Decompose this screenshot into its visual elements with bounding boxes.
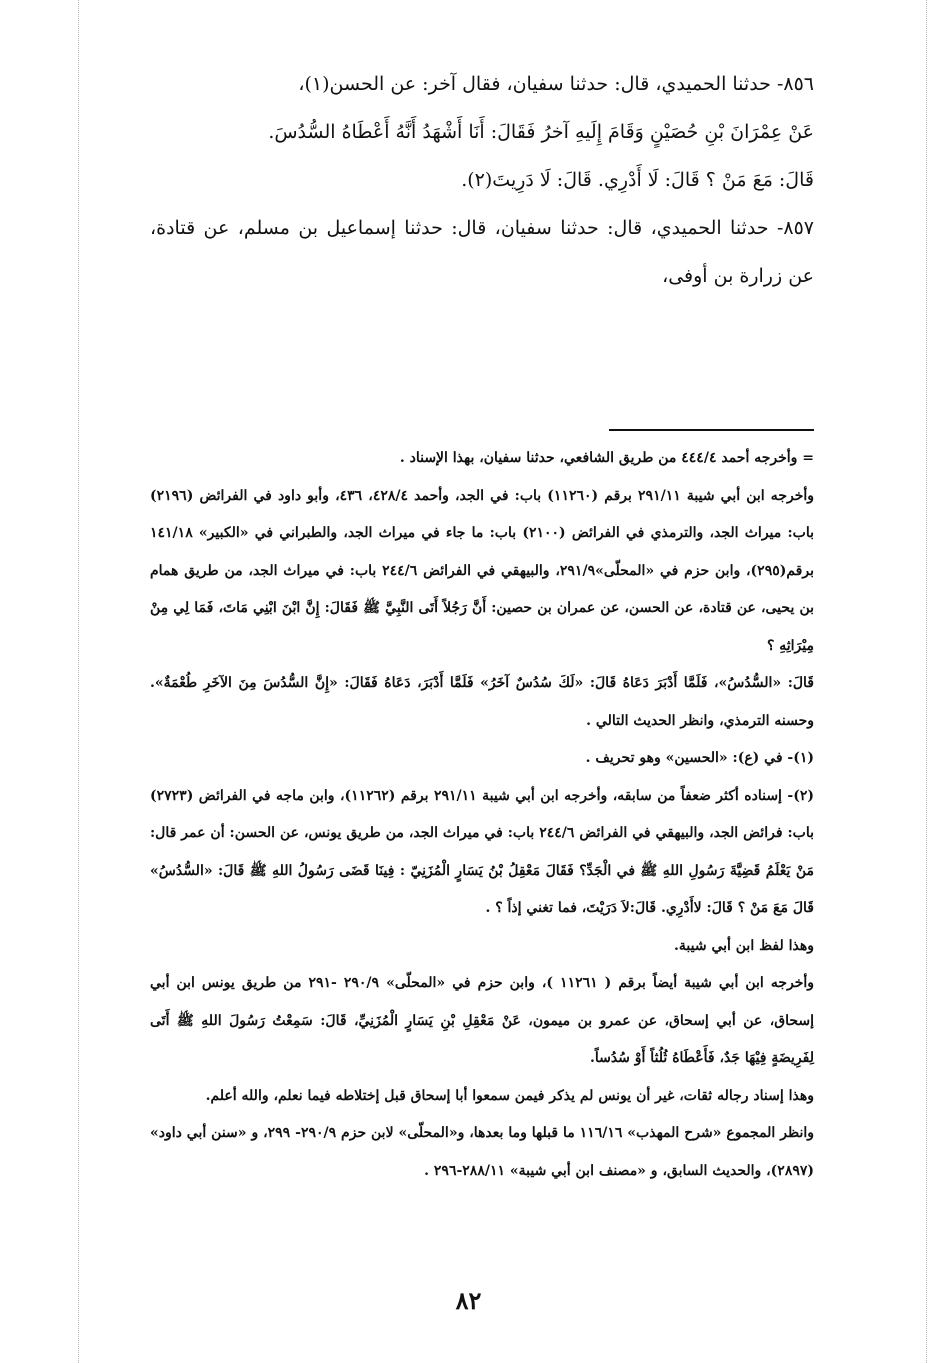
footnotes: [150, 440, 814, 1190]
page-content: [150, 60, 815, 1179]
scan-edge-right: [926, 0, 927, 1363]
hadith-856-line-1: ٨٥٦- حدثنا الحميدي، قال: حدثنا سفيان، فقال آخر: عن الحسن(١)،: [298, 73, 814, 95]
footnote-takhrij-cont: قَالَ: «السُّدُسُ»، فَلَمَّا أَدْبَرَ دَعَاهُ قَالَ: «لَكَ سُدُسٌ آخَرُ» فَلَمَّا أَدْبَرَ، دَعَاهُ فَقَالَ: «إِنَّ السُّدُسَ مِنَ الآخَرِ طُعْمَةٌ». وحسنه الترمذي، وانظر الحديث التالي .: [150, 675, 814, 729]
footnote-2-other-route: وأخرجه ابن أبي شيبة أيضاً برقم ( ١١٢٦١ )، وابن حزم في «المحلّى» ٢٩٠/٩ -٢٩١ من طريق يونس ابن أبي إسحاق، عن أبي إسحاق، عن عمرو بن ميمون، عَنْ مَعْقِلِ بْنِ يَسَارٍ الْمُزَنِيِّ، قَالَ: سَمِعْتُ رَسُولَ اللهِ ﷺ أَتَى لِفَرِيضَةٍ فِيْهَا جَدٌ، فَأَعْطَاهُ ثُلُثاً أَوْ سُدُساً.: [150, 975, 815, 1066]
hadith-856-line-2: عَنْ عِمْرَانَ بْنِ حُصَيْنٍ وَقَامَ إِلَيهِ آخرُ فَقَالَ: أَنَا أَشْهَدُ أَنَّهُ أَعْطَاهُ السُّدُسَ.: [268, 121, 814, 143]
footnote-separator: [609, 429, 814, 431]
footnote-2-grading: وهذا إسناد رجاله ثقات، غير أن يونس لم يذكر فيمن سمعوا أبا إسحاق قبل إختلاطه فيما نعلم، والله أعلم.: [205, 1087, 814, 1104]
hadith-857: ٨٥٧- حدثنا الحميدي، قال: حدثنا سفيان، قال: حدثنا إسماعيل بن مسلم، عن قتادة، عن زرارة بن أوفى،: [150, 217, 814, 287]
footnote-2-lafz: وهذا لفظ ابن أبي شيبة.: [674, 937, 814, 954]
footnote-takhrij: وأخرجه ابن أبي شيبة ٢٩١/١١ برقم (١١٢٦٠) باب: في الجد، وأحمد ٤٢٨/٤، ٤٣٦، وأبو داود في الفرائض (٢١٩٦) باب: ميراث الجد، والترمذي في الفرائض (٢١٠٠) باب: ما جاء في ميراث الجد، والطبراني في «الكبير» ١٤١/١٨ برقم(٢٩٥)، وابن حزم في «المحلّى»٢٩١/٩، والبيهقي في الفرائض ٢٤٤/٦ باب: في ميراث الجد، من طريق همام بن يحيى، عن قتادة، عن الحسن، عن عمران بن حصين: أَنَّ رَجُلاً أَتَى النَّبِيَّ ﷺ فَقَالَ: إِنَّ ابْنَ ابْنِي مَاتَ، فَمَا لِي مِنْ مِيْرَاثِهِ ؟: [150, 487, 814, 654]
footnote-1: (١)- في (ع): «الحسين» وهو تحريف .: [585, 750, 814, 766]
scan-edge-left: [78, 0, 79, 1363]
main-text: [150, 60, 814, 300]
footnote-2-references: وانظر المجموع «شرح المهذب» ١١٦/١٦ ما قبلها وما بعدها، و«المحلّى» لابن حزم ٢٩٠/٩- ٢٩٩، و «سنن أبي داود» (٢٨٩٧)، والحديث السابق، و «مصنف ابن أبي شيبة» ٢٨٨/١١-٢٩٦ .: [150, 1125, 814, 1179]
footnote-2: (٢)- إسناده أكثر ضعفاً من سابقه، وأخرجه ابن أبي شيبة ٢٩١/١١ برقم (١١٢٦٢)، وابن ماجه في الفرائض (٢٧٢٣) باب: فرائض الجد، والبيهقي في الفرائض ٢٤٤/٦ باب: في ميراث الجد، من طريق يونس، عن الحسن: أن عمر قال: مَنْ يَعْلَمُ قَضِيَّةَ رَسُولِ اللهِ ﷺ في الْجَدِّ؟ فَقَالَ مَعْقِلُ بْنُ يَسَارٍ الْمُزَنِيّ : فِينَا قَضَى رَسُولُ اللهِ ﷺ قَالَ: «السُّدُسُ» قَالَ مَعَ مَنْ ؟ قَالَ: لاأَدْرِي. قَالَ:لاَ دَرَيْتَ، فما تغني إذاً ؟ .: [150, 787, 814, 916]
page-number: ٨٢: [455, 1286, 482, 1315]
footnote-continuation: = وأخرجه أحمد ٤٤٤/٤ من طريق الشافعي، حدثنا سفيان، بهذا الإسناد .: [399, 450, 814, 466]
hadith-856-line-3: قَالَ: مَعَ مَنْ ؟ قَالَ: لَا أَدْرِي. قَالَ: لَا دَرِيتَ(٢).: [461, 169, 814, 191]
